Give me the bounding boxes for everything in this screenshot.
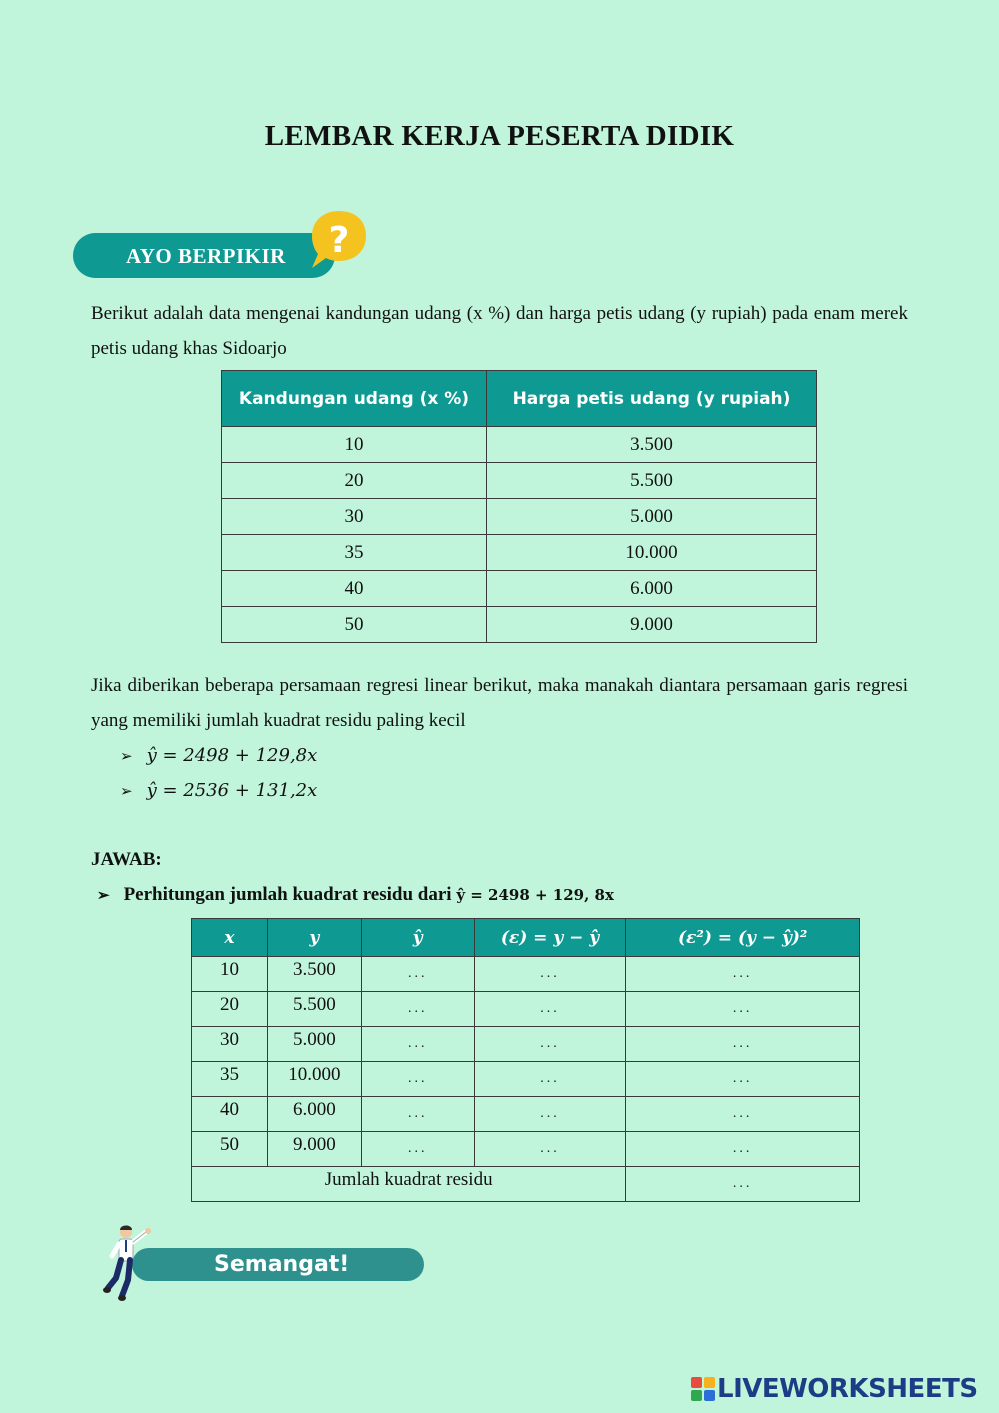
answer-cell-residual-squared[interactable]: ...: [626, 1027, 860, 1062]
answer-cell-residual[interactable]: ...: [474, 1132, 626, 1167]
answer-subheading: [97, 884, 614, 906]
cell-x: 50: [222, 607, 487, 643]
answer-cell-residual[interactable]: ...: [474, 1027, 626, 1062]
question-bubble-icon: [308, 208, 370, 272]
header-residual-squared: (ε²) = (y − ŷ)²: [626, 919, 860, 957]
header-y: y: [267, 919, 361, 957]
table-row: [192, 1097, 860, 1132]
answer-subheading-text: Perhitungan jumlah kuadrat residu dari: [123, 884, 452, 905]
table-row: [222, 535, 817, 571]
answer-cell-residual[interactable]: ...: [474, 957, 626, 992]
answer-cell-residual-squared[interactable]: ...: [626, 1132, 860, 1167]
cell-x: 20: [192, 992, 268, 1027]
bullet-arrow-icon: ➢: [120, 747, 133, 765]
table-row: [192, 992, 860, 1027]
page-title: LEMBAR KERJA PESERTA DIDIK: [264, 120, 735, 152]
answer-cell-y-hat[interactable]: ...: [361, 1062, 474, 1097]
brand-footer: [690, 1372, 990, 1406]
residual-table: [191, 918, 860, 1202]
answer-cell-y-hat[interactable]: ...: [361, 1132, 474, 1167]
table-row: [192, 1132, 860, 1167]
answer-cell-residual-squared[interactable]: ...: [626, 1062, 860, 1097]
table-row: [222, 499, 817, 535]
header-y-hat: ŷ: [361, 919, 474, 957]
cell-x: 35: [192, 1062, 268, 1097]
table-row: [222, 463, 817, 499]
cell-x: 10: [222, 427, 487, 463]
answer-heading: JAWAB:: [91, 849, 162, 870]
question-paragraph: Jika diberikan beberapa persamaan regresi linear berikut, maka manakah diantara persamaan garis regresi yang memiliki jumlah kuadrat residu paling kecil: [91, 675, 908, 731]
table-row: [222, 427, 817, 463]
header-harga: Harga petis udang (y rupiah): [487, 371, 817, 427]
ayo-berpikir-label: AYO BERPIKIR: [126, 244, 286, 268]
answer-cell-y-hat[interactable]: ...: [361, 957, 474, 992]
answer-subheading-equation: ŷ = 2498 + 129, 8x: [456, 886, 614, 904]
header-residual: (ε) = y − ŷ: [474, 919, 626, 957]
cell-x: 30: [192, 1027, 268, 1062]
cell-y: 10.000: [267, 1062, 361, 1097]
table-row: [222, 571, 817, 607]
cell-x: 40: [192, 1097, 268, 1132]
cell-y: 5.500: [487, 463, 817, 499]
answer-cell-residual-squared[interactable]: ...: [626, 957, 860, 992]
brand-text: LIVEWORKSHEETS: [717, 1374, 978, 1404]
equation-text: ŷ = 2536 + 131,2x: [146, 780, 318, 801]
student-mascot-icon: [102, 1222, 162, 1302]
header-x: x: [192, 919, 268, 957]
answer-cell-y-hat[interactable]: ...: [361, 1097, 474, 1132]
cell-x: 30: [222, 499, 487, 535]
answer-cell-residual[interactable]: ...: [474, 992, 626, 1027]
cell-y: 5.000: [487, 499, 817, 535]
table-footer-row: [192, 1167, 860, 1202]
answer-cell-y-hat[interactable]: ...: [361, 992, 474, 1027]
answer-cell-residual[interactable]: ...: [474, 1062, 626, 1097]
semangat-label: Semangat!: [214, 1252, 350, 1277]
cell-y: 6.000: [267, 1097, 361, 1132]
cell-y: 10.000: [487, 535, 817, 571]
data-table: [221, 370, 817, 643]
answer-cell-residual[interactable]: ...: [474, 1097, 626, 1132]
table-row: [222, 607, 817, 643]
cell-x: 10: [192, 957, 268, 992]
equation-option: [120, 780, 317, 801]
equation-option: [120, 745, 317, 766]
cell-x: 35: [222, 535, 487, 571]
liveworksheets-logo-icon: [690, 1376, 716, 1402]
answer-cell-sum[interactable]: ...: [626, 1167, 860, 1202]
answer-cell-y-hat[interactable]: ...: [361, 1027, 474, 1062]
table-row: [192, 957, 860, 992]
cell-y: 5.000: [267, 1027, 361, 1062]
cell-y: 6.000: [487, 571, 817, 607]
header-kandungan: Kandungan udang (x %): [222, 371, 487, 427]
intro-paragraph: Berikut adalah data mengenai kandungan udang (x %) dan harga petis udang (y rupiah) pada enam merek petis udang khas Sidoarjo: [91, 303, 908, 359]
bullet-arrow-icon: ➢: [97, 888, 110, 904]
answer-cell-residual-squared[interactable]: ...: [626, 1097, 860, 1132]
sum-label: Jumlah kuadrat residu: [192, 1167, 626, 1202]
semangat-banner: [102, 1222, 432, 1302]
cell-x: 50: [192, 1132, 268, 1167]
cell-y: 3.500: [267, 957, 361, 992]
cell-x: 40: [222, 571, 487, 607]
bubble-glyph: ?: [328, 220, 350, 261]
equation-text: ŷ = 2498 + 129,8x: [146, 745, 318, 766]
answer-cell-residual-squared[interactable]: ...: [626, 992, 860, 1027]
cell-y: 9.000: [267, 1132, 361, 1167]
table-row: [192, 1027, 860, 1062]
cell-y: 9.000: [487, 607, 817, 643]
bullet-arrow-icon: ➢: [120, 782, 133, 800]
cell-x: 20: [222, 463, 487, 499]
cell-y: 3.500: [487, 427, 817, 463]
table-row: [192, 1062, 860, 1097]
cell-y: 5.500: [267, 992, 361, 1027]
